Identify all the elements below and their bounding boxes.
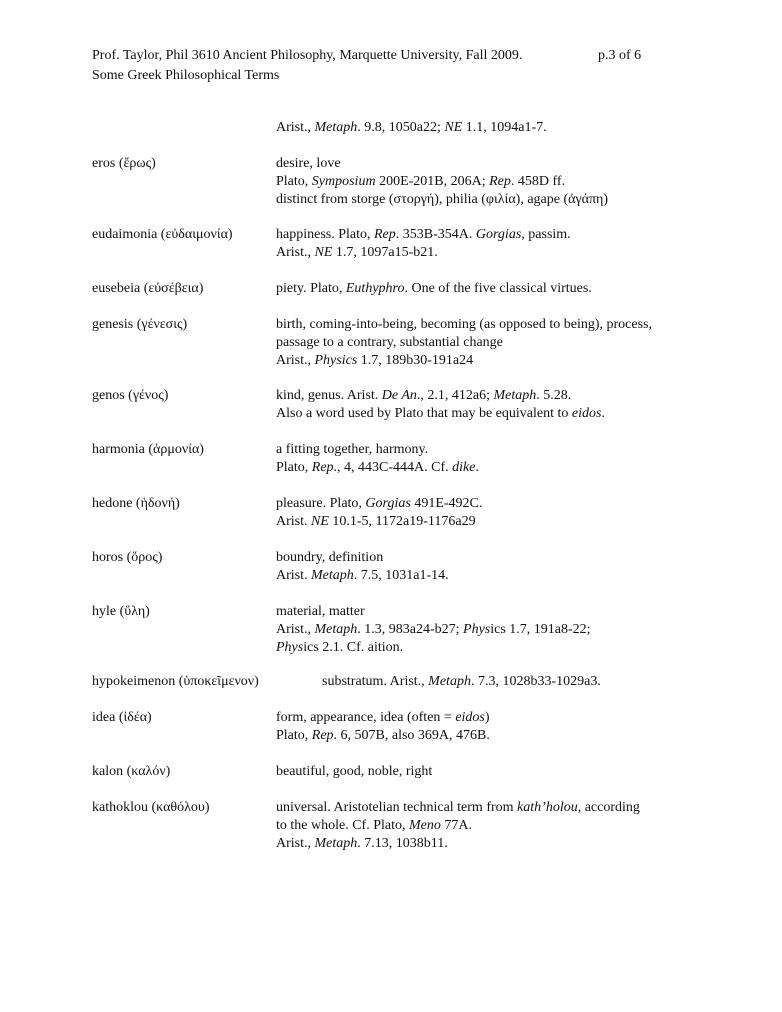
definition-line [276,387,716,405]
text-segment: . 7.13, 1038b11. [357,836,448,851]
italic-citation: Phys [463,622,491,637]
glossary-definition [276,155,716,209]
course-header: Prof. Taylor, Phil 3610 Ancient Philosophy, Marquette University, Fall 2009. [92,48,523,63]
glossary-definition [276,549,716,585]
definition-line [276,155,716,173]
text-segment: distinct from storge (στοργή), philia (φιλία), agape (ἀγάπη) [276,192,609,207]
text-segment: substratum. Arist., [322,674,429,689]
text-segment: . 458D ff. [510,174,566,189]
definition-line [276,513,716,531]
glossary-term: hyle (ὕλη) [92,604,150,619]
italic-citation: Physics [314,353,358,368]
text-segment: 77A. [440,818,473,833]
text-segment: material, matter [276,604,365,619]
text-segment: 1.1, 1094a1-7. [462,120,547,135]
italic-citation: Rep [374,227,396,242]
text-segment: . 353B-354A. [395,227,476,242]
glossary-term: harmonia (ἁρμονία) [92,442,204,457]
text-segment: . 9.8, 1050a22; [357,120,445,135]
text-segment: happiness. Plato, [276,227,374,242]
text-segment: . 6, 507B, also 369A, 476B. [333,728,490,743]
italic-citation: Symposium [311,174,376,189]
text-segment: Arist. [276,514,311,529]
italic-citation: eidos [571,406,602,421]
glossary-definition [276,799,716,853]
text-segment: a fitting together, harmony. [276,442,429,457]
glossary-term: eudaimonia (εὐδαιμονία) [92,227,233,242]
text-segment: to the whole. Cf. Plato, [276,818,409,833]
glossary-definition [276,495,716,531]
text-segment: 10.1-5, 1172a19-1176a29 [328,514,476,529]
glossary-term: horos (ὅρος) [92,550,163,565]
italic-citation: Phys [276,640,304,655]
definition-line [276,226,716,244]
glossary-term: hedone (ἡδονή) [92,496,180,511]
text-segment: ., 4, 443C-444A. Cf. [333,460,453,475]
text-segment: pleasure. Plato, [276,496,366,511]
definition-line [276,603,716,621]
glossary-definition [276,316,716,370]
definition-line [276,244,716,262]
text-segment: . 1.3, 983a24-b27; [357,622,464,637]
definition-line [276,191,716,209]
italic-citation: Gorgias [475,227,522,242]
glossary-definition [276,119,716,137]
text-segment: . 7.5, 1031a1-14. [353,568,449,583]
italic-citation: Metaph [314,622,358,637]
italic-citation: Meno [409,818,441,833]
italic-citation: Gorgias [365,496,411,511]
text-segment: , passim. [521,227,571,242]
italic-citation: NE [314,245,333,260]
text-segment: 491E-492C. [410,496,483,511]
italic-citation: kath’holou [517,800,578,815]
glossary-definition [322,673,762,691]
definition-line [276,621,716,639]
glossary-definition [276,387,716,423]
italic-citation: NE [444,120,463,135]
definition-line [276,441,716,459]
definition-line [276,549,716,567]
text-segment: beautiful, good, noble, right [276,764,433,779]
text-segment: piety. Plato, [276,281,346,296]
text-segment: Arist., [276,120,315,135]
glossary-definition [276,226,716,262]
definition-line [276,173,716,191]
definition-line [322,673,762,691]
text-segment: Arist., [276,622,315,637]
text-segment: Arist. [276,568,311,583]
text-segment: universal. Aristotelian technical term from [276,800,518,815]
text-segment: Plato, [276,728,312,743]
page-number: p.3 of 6 [598,48,642,63]
italic-citation: Rep [311,460,334,475]
definition-line [276,567,716,585]
text-segment: passage to a contrary, substantial change [276,335,503,350]
text-segment: 1.7, 1097a15-b21. [332,245,438,260]
definition-line [276,280,716,298]
glossary-term: eusebeia (εὐσέβεια) [92,281,204,296]
definition-line [276,763,716,781]
text-segment: kind, genus. Arist. [276,388,382,403]
glossary-term: idea (ἰδέα) [92,710,152,725]
definition-line [276,709,716,727]
italic-citation: Metaph [314,836,358,851]
text-segment: ., 2.1, 412a6; [416,388,494,403]
italic-citation: Metaph [311,568,354,583]
italic-citation: Euthyphro [345,281,405,296]
glossary-term: eros (ἔρως) [92,156,156,171]
italic-citation: De An [381,388,417,403]
glossary-term: genesis (γένεσις) [92,317,188,332]
glossary-term: kalon (καλόν) [92,764,171,779]
text-segment: . [601,406,605,421]
glossary-term: genos (γένος) [92,388,169,403]
definition-line [276,316,716,334]
text-segment: . [475,460,479,475]
definition-line [276,835,716,853]
definition-line [276,495,716,513]
definition-line [276,727,716,745]
italic-citation: eidos [455,710,485,725]
text-segment: boundry, definition [276,550,384,565]
italic-citation: Metaph [314,120,358,135]
definition-line [276,817,716,835]
definition-line [276,459,716,477]
italic-citation: Metaph [428,674,471,689]
text-segment: 1.7, 189b30-191a24 [357,353,474,368]
italic-citation: Metaph [493,388,537,403]
definition-line [276,799,716,817]
definition-line [276,352,716,370]
text-segment: Plato, [276,460,312,475]
text-segment: birth, coming-into-being, becoming (as opposed to being), process, [276,317,652,332]
definition-line [276,405,716,423]
definition-line [276,119,716,137]
glossary-definition [276,441,716,477]
glossary-definition [276,709,716,745]
text-segment: ics 1.7, 191a8-22; [490,622,591,637]
glossary-definition [276,603,716,657]
text-segment: . 7.3, 1028b33-1029a3. [470,674,601,689]
glossary-definition [276,763,716,781]
glossary-term: hypokeimenon (ὑποκεῖμενον) [92,674,259,689]
text-segment: Plato, [276,174,312,189]
document-title: Some Greek Philosophical Terms [92,68,280,83]
italic-citation: Rep [311,728,334,743]
text-segment: Arist., [276,353,315,368]
text-segment: . 5.28. [536,388,572,403]
italic-citation: NE [311,514,329,529]
text-segment: ) [484,710,490,725]
text-segment: , according [577,800,640,815]
text-segment: Also a word used by Plato that may be equivalent to [276,406,572,421]
italic-citation: Rep [489,174,511,189]
text-segment: ics 2.1. Cf. aition. [303,640,404,655]
text-segment: Arist., [276,836,315,851]
text-segment: form, appearance, idea (often = [276,710,456,725]
glossary-term: kathoklou (καθόλου) [92,800,210,815]
text-segment: Arist., [276,245,315,260]
definition-line [276,334,716,352]
definition-line [276,639,716,657]
text-segment: 200E-201B, 206A; [375,174,490,189]
text-segment: . One of the five classical virtues. [404,281,592,296]
text-segment: desire, love [276,156,341,171]
glossary-definition [276,280,716,298]
italic-citation: dike [452,460,476,475]
